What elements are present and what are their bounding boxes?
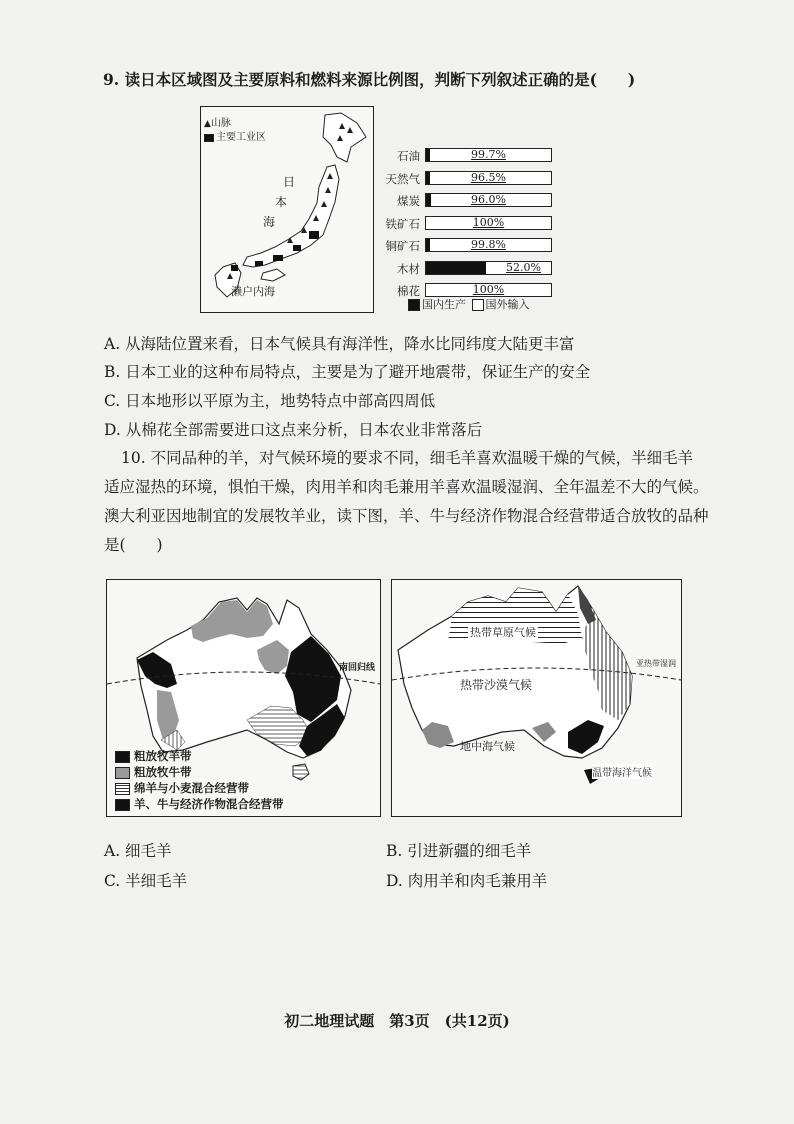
legend-domestic-label: 国内生产 [422, 298, 466, 311]
japan-map-legend [204, 117, 266, 145]
bar-value-label: 96.0% [471, 193, 506, 206]
bar [425, 238, 552, 252]
australia-climate-drawing [392, 580, 681, 816]
bar-category-label: 天然气 [385, 171, 420, 186]
tropic-label: 南回归线 [339, 663, 376, 673]
inland-sea-label: 濑户内海 [231, 285, 275, 298]
bar-row [376, 148, 578, 162]
q9-option-b[interactable]: B. 日本工业的这种布局特点，主要是为了避开地震带，保证生产的安全 [104, 363, 591, 381]
legend-coarse-cattle [115, 764, 192, 780]
legend-mixed-farming [115, 796, 284, 812]
sea-label-3: 海 [263, 215, 276, 229]
question-10-stem-line-1: 10. 不同品种的羊，对气候环境的要求不同，细毛羊喜欢温暖干燥的气候，半细毛羊 [121, 449, 694, 467]
japan-figure [200, 106, 578, 316]
legend-domestic-swatch [408, 299, 420, 311]
bar-value-label: 99.8% [471, 238, 506, 251]
sea-label-2: 本 [275, 195, 288, 209]
legend-coarse-sheep [115, 748, 192, 764]
q9-option-d[interactable]: D. 从棉花全部需要进口这点来分析，日本农业非常落后 [104, 421, 483, 439]
bar-category-label: 煤炭 [397, 194, 420, 208]
q10-option-b[interactable]: B. 引进新疆的细毛羊 [386, 842, 532, 860]
legend-industry [204, 131, 266, 145]
label-savanna: 热带草原气候 [470, 626, 536, 639]
label-humid-subtropical: 亚热带湿润 [636, 659, 676, 668]
bar-value-label: 100% [472, 283, 505, 296]
q9-option-c[interactable]: C. 日本地形以平原为主，地势特点中部高四周低 [104, 392, 436, 410]
bar-row [376, 238, 578, 252]
label-temperate-marine: 温带海洋气候 [592, 764, 652, 779]
bar-value-label: 96.5% [471, 170, 506, 184]
legend-import-swatch [472, 299, 484, 311]
bar-row [376, 261, 578, 275]
legend-sheep-wheat [115, 780, 249, 796]
question-9-stem: 9. 读日本区域图及主要原料和燃料来源比例图，判断下列叙述正确的是( ) [103, 70, 636, 89]
q10-option-c[interactable]: C. 半细毛羊 [104, 872, 188, 890]
bar [425, 148, 552, 162]
bar-category-label: 铜矿石 [385, 239, 420, 253]
question-10-stem-line-3: 澳大利亚因地制宜的发展牧羊业，读下图，羊、牛与经济作物混合经营带适合放牧的品种 [104, 507, 709, 525]
page-footer: 初二地理试题 第3页 (共12页) [284, 1012, 510, 1030]
bar-category-label: 棉花 [397, 284, 420, 298]
legend-industry-label: 主要工业区 [216, 132, 266, 143]
label-desert: 热带沙漠气候 [460, 678, 533, 692]
bar-category-label: 木材 [397, 261, 420, 276]
bar-row [376, 193, 578, 207]
australia-livestock-map [106, 579, 381, 817]
bar [425, 283, 552, 297]
bar-row [376, 283, 578, 297]
legend-import-label: 国外输入 [485, 298, 530, 311]
question-10-stem-line-4: 是( ) [104, 536, 163, 554]
label-mediterranean: 地中海气候 [460, 740, 515, 753]
japan-map [200, 106, 374, 313]
legend-mountain-label: 山脉 [210, 118, 231, 129]
legend-mountain: ▲山脉 [204, 118, 231, 129]
bar-category-label: 铁矿石 [385, 216, 420, 231]
q9-option-a[interactable]: A. 从海陆位置来看，日本气候具有海洋性，降水比同纬度大陆更丰富 [104, 335, 575, 353]
q10-option-a[interactable]: A. 细毛羊 [104, 842, 172, 860]
bar-value-label: 100% [472, 215, 505, 229]
bar-row [376, 171, 578, 185]
bar-value-label: 52.0% [506, 260, 541, 274]
q10-option-d[interactable]: D. 肉用羊和肉毛兼用羊 [386, 872, 548, 890]
bar [425, 193, 552, 207]
bar [425, 216, 552, 230]
legend-sheep-wheat-label: 绵羊与小麦混合经营带 [134, 781, 249, 795]
legend-coarse-cattle-label: 粗放牧牛带 [134, 765, 192, 779]
sea-label-1: 日 [283, 175, 296, 189]
legend-coarse-sheep-label: 粗放牧羊带 [134, 749, 192, 763]
bar-row [376, 216, 578, 230]
bar-category-label: 石油 [397, 149, 420, 163]
bar [425, 171, 552, 185]
bar [425, 261, 552, 275]
australia-climate-map [391, 579, 682, 817]
legend-mixed-farming-label: 羊、牛与经济作物混合经营带 [134, 797, 284, 811]
question-10-stem-line-2: 适应湿热的环境，惧怕干燥，肉用羊和肉毛兼用羊喜欢温暖湿润、全年温差不大的气候。 [104, 478, 709, 496]
bar-value-label: 99.7% [471, 148, 506, 161]
bar-chart-legend [408, 296, 530, 312]
